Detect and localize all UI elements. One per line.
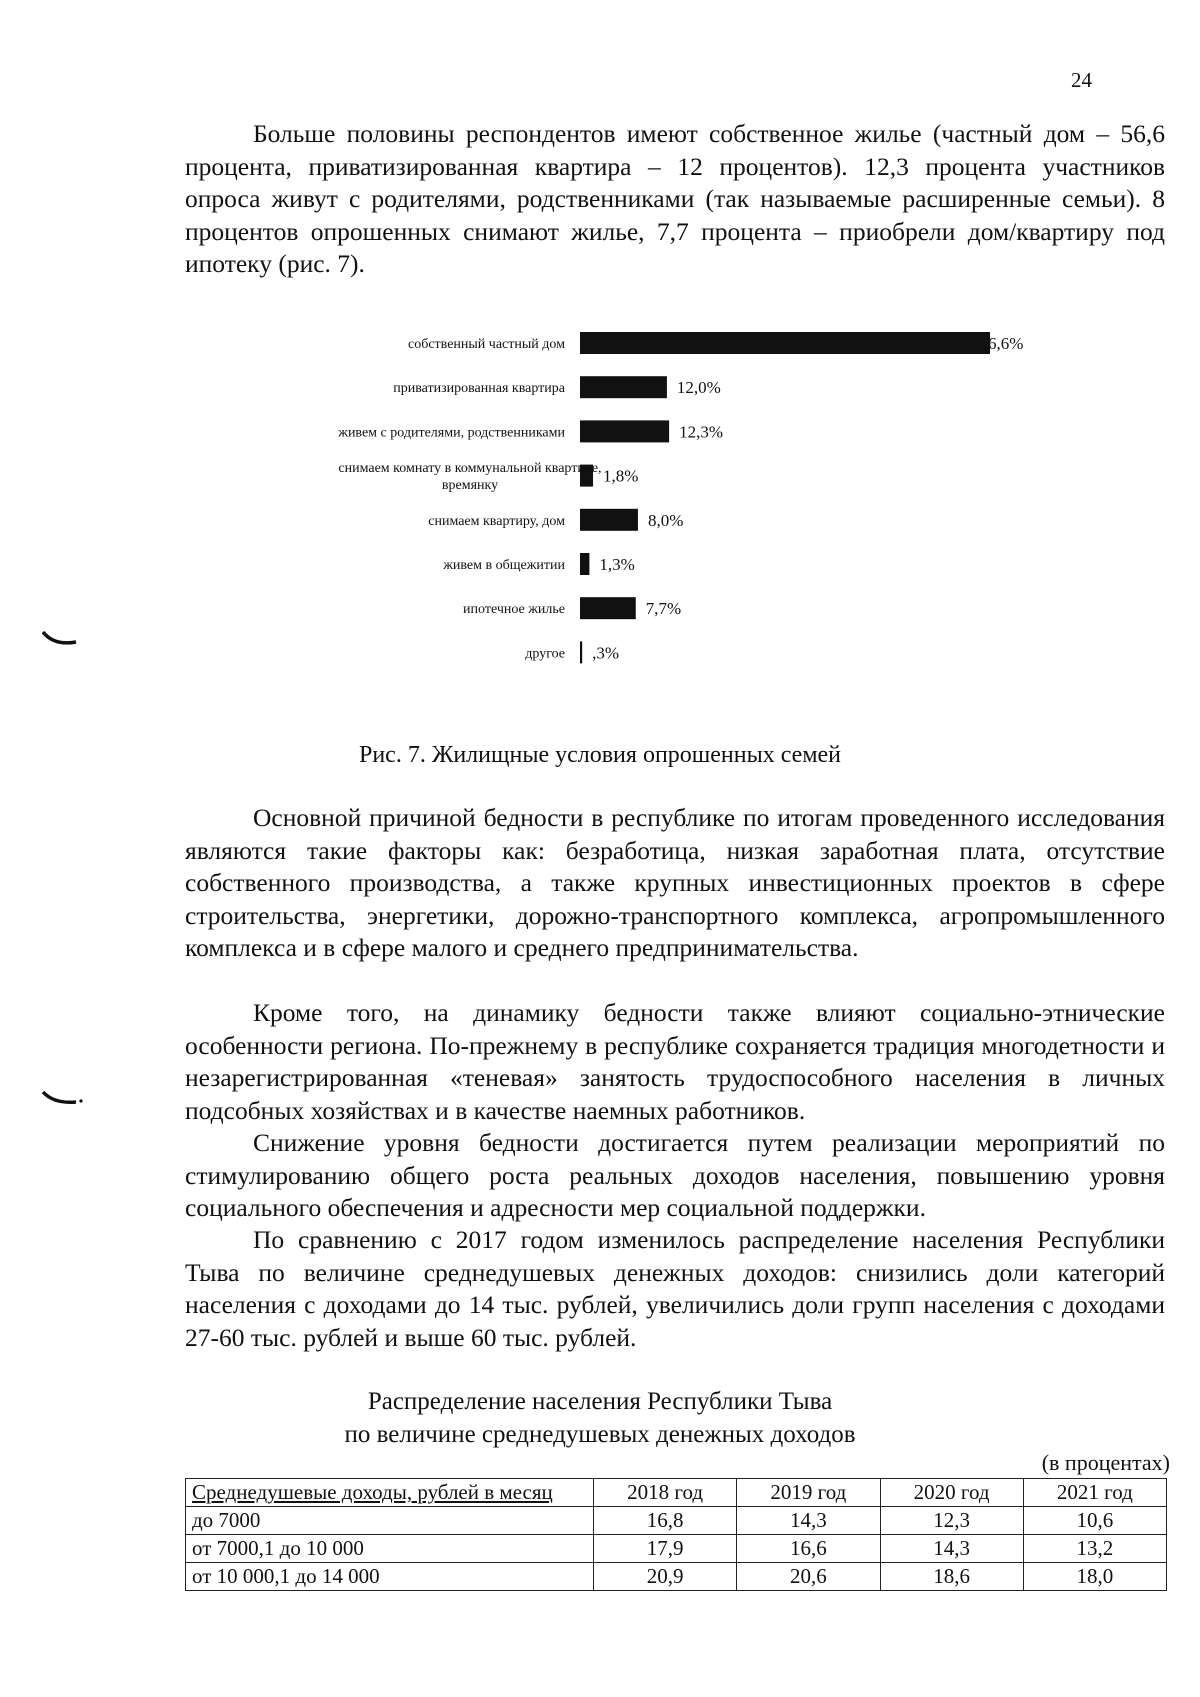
chart-bar [580, 420, 669, 442]
chart-category-label: снимаем комнату в коммунальной квартире, [338, 461, 602, 477]
chart-bar [580, 641, 582, 663]
chart-category-label: живем с родителями, родственниками [338, 425, 565, 441]
table-cell: 20,9 [594, 1563, 737, 1591]
table-cell: 16,6 [737, 1535, 880, 1563]
chart-category-label: времянку [441, 478, 499, 494]
chart-category-label: другое [525, 646, 565, 662]
chart-bar [580, 553, 589, 575]
income-distribution-table [185, 1478, 1167, 1591]
chart-value-label: ,3% [592, 643, 620, 663]
scan-hole-mark-icon [40, 628, 80, 650]
table-header-cell: 2019 год [737, 1479, 880, 1507]
table-row [186, 1535, 1167, 1563]
table-cell: 20,6 [737, 1563, 880, 1591]
housing-bar-chart [240, 330, 1100, 663]
chart-value-label: 1,8% [603, 466, 639, 486]
chart-bar [580, 376, 667, 398]
table-cell: 14,3 [737, 1507, 880, 1535]
chart-category-label: снимаем квартиру, дом [428, 513, 565, 529]
table-cell: 10,6 [1023, 1507, 1166, 1535]
table-unit: (в процентах) [1041, 1450, 1170, 1475]
chart-value-label: 12,3% [679, 422, 724, 442]
chart-bar [580, 332, 990, 354]
paragraph-ethnic-factors: Кроме того, на динамику бедности также влияют социально-этнические особенности региона. По-прежнему в республике сохраняется традиция многодетности и незарегистрированная «теневая» занятость трудоспособного населения в личных подсобных хозяйствах и в качестве наемных работников. [185, 998, 1165, 1125]
table-cell: 16,8 [594, 1507, 737, 1535]
chart-value-label: 7,7% [645, 599, 682, 619]
scan-hole-mark-icon [40, 1088, 85, 1110]
chart-category-label: ипотечное жилье [463, 602, 565, 618]
table-cell: 17,9 [594, 1535, 737, 1563]
table-cell: до 7000 [186, 1507, 594, 1535]
table-header-cell: 2021 год [1023, 1479, 1166, 1507]
table-header-cell: 2020 год [880, 1479, 1023, 1507]
page-number: 24 [1071, 68, 1092, 92]
table-cell: 13,2 [1023, 1535, 1166, 1563]
table-cell: 12,3 [880, 1507, 1023, 1535]
paragraph-poverty-reduction: Снижение уровня бедности достигается путем реализации мероприятий по стимулированию общего роста реальных доходов населения, повышению уровня социального обеспечения и адресности мер социальной поддержки. [185, 1128, 1165, 1222]
table-cell: 14,3 [880, 1535, 1023, 1563]
chart-value-label: 1,3% [599, 555, 635, 574]
chart-bar [580, 597, 636, 619]
table-cell: 18,0 [1023, 1563, 1166, 1591]
table-header-cell: Среднедушевые доходы, рублей в месяц [186, 1479, 594, 1507]
chart-bar [580, 509, 638, 531]
chart-value-label: 12,0% [676, 378, 721, 398]
chart-category-label: приватизированная квартира [393, 381, 565, 397]
table-header-cell: 2018 год [594, 1479, 737, 1507]
paragraph-housing-intro: Больше половины респондентов имеют собственное жилье (частный дом – 56,6 процента, приватизированная квартира – 12 процентов). 12,3 процента участников опроса живут с родителями, родственниками (так называемые расширенные семьи). 8 процентов опрошенных снимают жилье, 7,7 процента – приобрели дом/квартиру под ипотеку (рис. 7). [185, 119, 1165, 278]
table-title-line1: Распределение населения Республики Тыва [367, 1388, 833, 1415]
table-header-row [186, 1479, 1167, 1507]
figure-caption: Рис. 7. Жилищные условия опрошенных семей [358, 742, 842, 768]
chart-category-label: живем в общежитии [443, 558, 565, 573]
paragraph-poverty-causes: Основной причиной бедности в республике по итогам проведенного исследования являются такие факторы как: безработица, низкая заработная плата, отсутствие собственного производства, а также крупных инвестиционных проектов в сфере строительства, энергетики, дорожно-транспортного комплекса, агропромышленного комплекса и в сфере малого и среднего предпринимательства. [185, 803, 1165, 962]
table-cell: 18,6 [880, 1563, 1023, 1591]
table-title-line2: по величине среднедушевых денежных доходов [344, 1421, 856, 1448]
table-cell: от 10 000,1 до 14 000 [186, 1563, 594, 1591]
paragraph-income-distribution: По сравнению с 2017 годом изменилось распределение населения Республики Тыва по величине среднедушевых денежных доходов: снизились доли категорий населения с доходами до 14 тыс. рублей, увеличились доли групп населения с доходами 27-60 тыс. рублей и выше 60 тыс. рублей. [185, 1225, 1165, 1352]
chart-value-label: 6,6% [988, 334, 1024, 353]
chart-category-label: собственный частный дом [408, 337, 565, 352]
chart-value-label: 8,0% [647, 510, 684, 530]
table-row [186, 1563, 1167, 1591]
table-row [186, 1507, 1167, 1535]
table-cell: от 7000,1 до 10 000 [186, 1535, 594, 1563]
